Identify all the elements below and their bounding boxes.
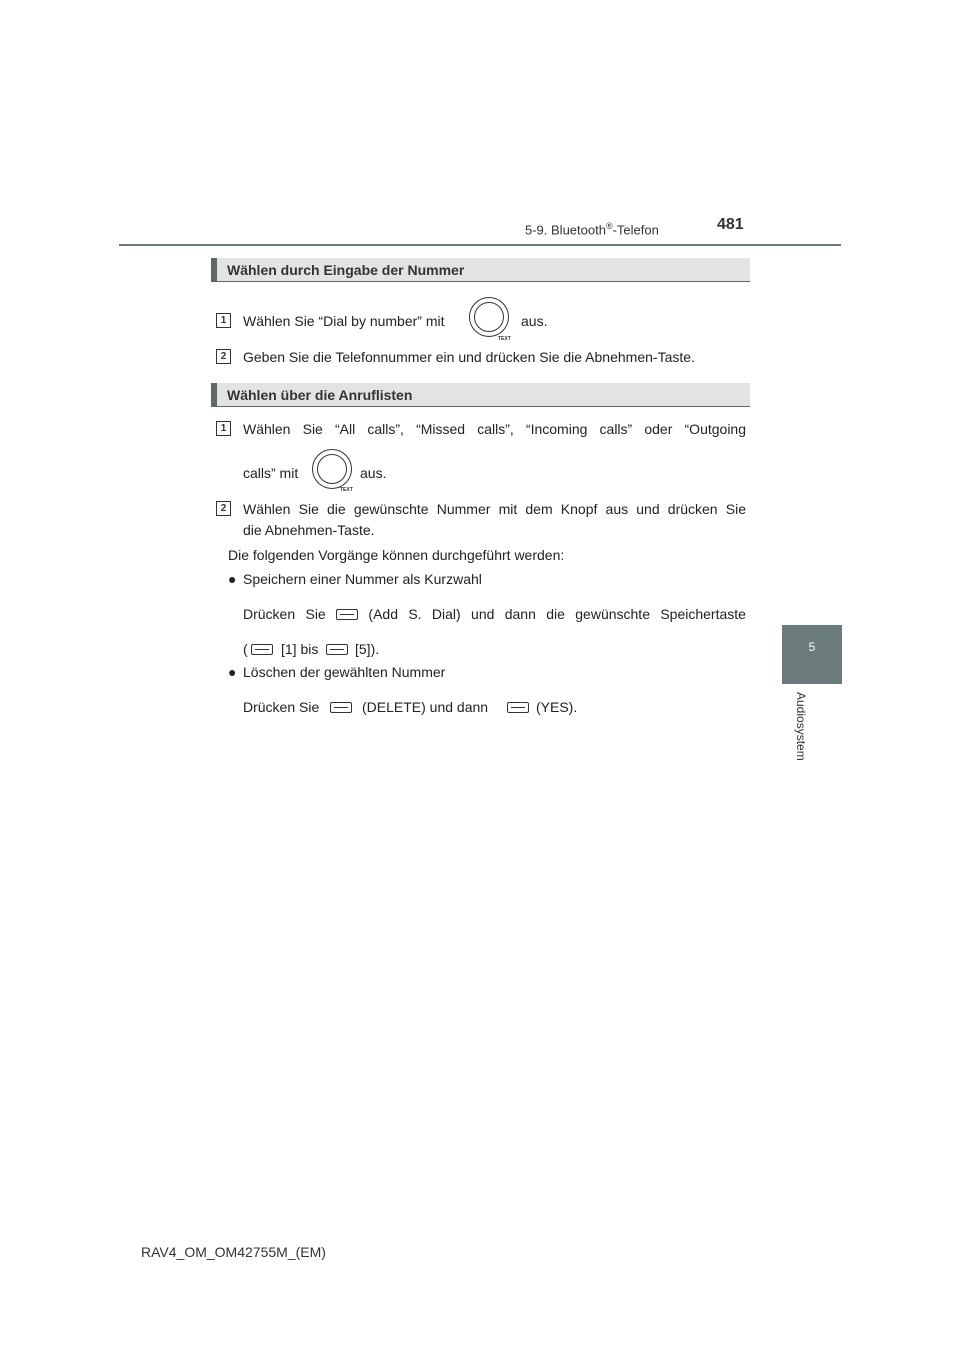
section-heading: Wählen durch Eingabe der Nummer	[211, 258, 750, 282]
bullet-detail-line: Drücken Sie (Add S. Dial) und dann die gewünschte Speichertaste	[243, 606, 746, 622]
step-text: calls” mit	[243, 465, 299, 481]
bullet-detail-text: [1] bis	[281, 641, 319, 657]
step-text: aus.	[521, 313, 548, 329]
bullet-text: Löschen der gewählten Nummer	[243, 664, 446, 680]
bullet-icon: ●	[228, 571, 237, 587]
button-icon	[507, 702, 529, 713]
bullet-text: Speichern einer Nummer als Kurzwahl	[243, 571, 482, 587]
step-badge: 2	[216, 501, 231, 516]
section-heading: Wählen über die Anruflisten	[211, 383, 750, 407]
bullet-detail-text: (	[243, 641, 248, 657]
step-badge: 1	[216, 313, 231, 328]
document-code: RAV4_OM_OM42755M_(EM)	[141, 1244, 326, 1260]
step-text: aus.	[360, 465, 387, 481]
step-text: die Abnehmen-Taste.	[243, 522, 375, 538]
section-title: 5-9. Bluetooth®-Telefon	[525, 221, 659, 238]
operations-intro: Die folgenden Vorgänge können durchgeführt werden:	[228, 547, 565, 563]
step-text: Geben Sie die Telefonnummer ein und drücken Sie die Abnehmen-Taste.	[243, 349, 695, 365]
bullet-detail-text: Drücken Sie	[243, 699, 320, 715]
header-rule	[119, 244, 841, 246]
bullet-detail-text: [5]).	[355, 641, 380, 657]
page-number: 481	[717, 216, 744, 233]
bullet-detail-text: (YES).	[536, 699, 578, 715]
step-badge: 1	[216, 421, 231, 436]
chapter-tab	[782, 625, 842, 684]
button-icon	[336, 609, 358, 620]
dial-knob-label: TEXT	[498, 336, 511, 342]
chapter-number: 5	[808, 640, 816, 654]
bullet-icon: ●	[228, 664, 237, 680]
button-icon	[251, 644, 273, 655]
dial-knob-label: TEXT	[340, 487, 353, 493]
dial-knob-icon	[469, 297, 509, 337]
button-icon	[326, 644, 348, 655]
step-text-line: Wählen Sie “All calls”, “Missed calls”, “Incoming calls” oder “Outgoing	[243, 421, 746, 437]
bullet-detail-text: (DELETE) und dann	[362, 699, 489, 715]
step-text-line: Wählen Sie die gewünschte Nummer mit dem Knopf aus und drücken Sie	[243, 501, 746, 517]
step-badge: 2	[216, 349, 231, 364]
chapter-label: Audiosystem	[794, 692, 808, 761]
button-icon	[330, 702, 352, 713]
dial-knob-icon	[312, 449, 352, 489]
step-text: Wählen Sie “Dial by number” mit	[243, 313, 445, 329]
